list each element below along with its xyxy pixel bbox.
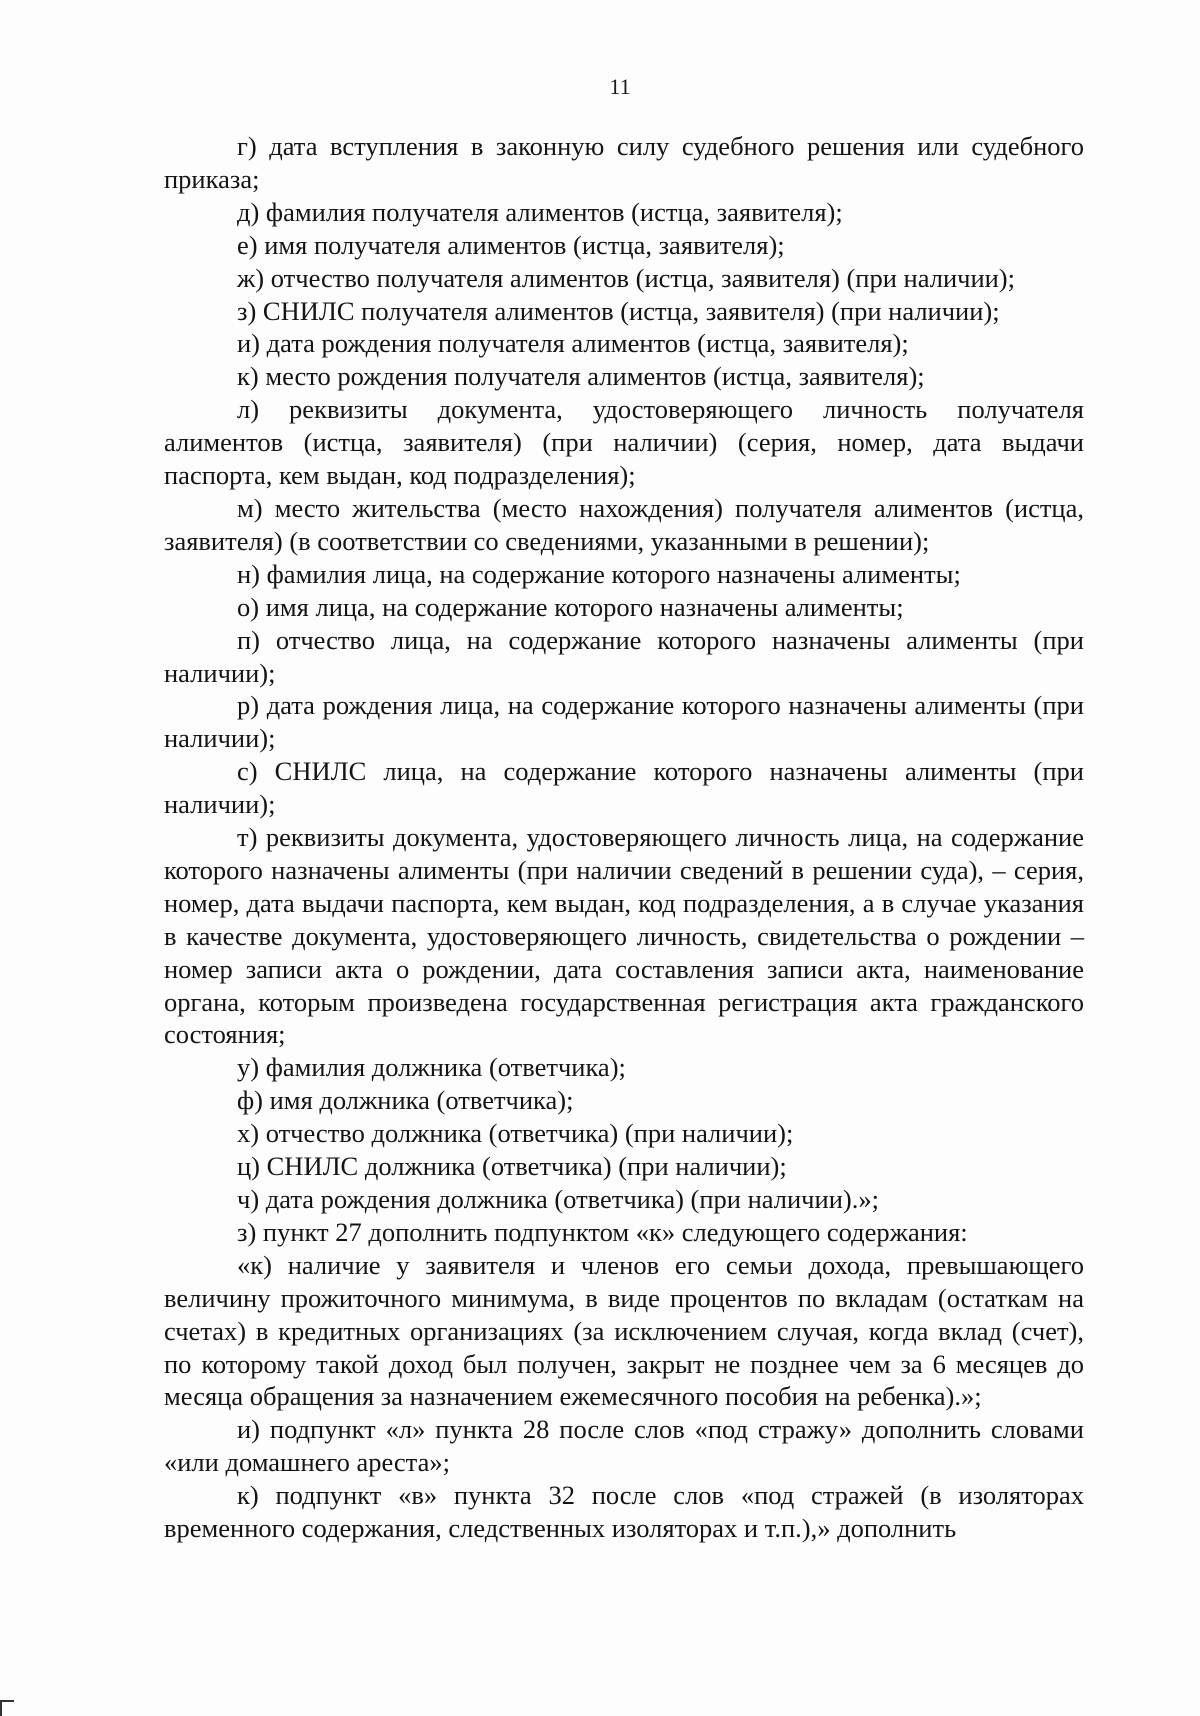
paragraph: п) отчество лица, на содержание которого назначены алименты (при наличии); (164, 624, 1084, 688)
paragraph: г) дата вступления в законную силу судебного решения или судебного приказа; (164, 131, 1084, 194)
paragraph: ж) отчество получателя алиментов (истца, заявителя) (при наличии); (237, 262, 1015, 293)
paragraph: с) СНИЛС лица, на содержание которого назначены алименты (при наличии); (164, 756, 1084, 820)
scan-edge-mark (0, 1702, 2, 1716)
paragraph: з) СНИЛС получателя алиментов (истца, заявителя) (при наличии); (237, 295, 1000, 326)
paragraph: т) реквизиты документа, удостоверяющего личность лица, на содержание которого назначены алименты (при наличии сведений в решении суда), – серия, номер, дата выдачи паспорта, кем выдан, код подразделения, а в случае указания в качестве документа, удостоверяющего личность, свидетельства о рождении – номер записи акта о рождении, дата составления записи акта, наименование органа, которым произведена государственная регистрация акта гражданского состояния; (164, 822, 1084, 1050)
paragraph: н) фамилия лица, на содержание которого назначены алименты; (237, 558, 961, 589)
paragraph: ч) дата рождения должника (ответчика) (при наличии).»; (237, 1184, 879, 1214)
paragraph: з) пункт 27 дополнить подпунктом «к» следующего содержания: (237, 1216, 968, 1247)
paragraph: и) дата рождения получателя алиментов (истца, заявителя); (237, 328, 909, 359)
paragraph: р) дата рождения лица, на содержание которого назначены алименты (при наличии); (164, 690, 1084, 754)
scan-edge-mark (0, 1700, 14, 1702)
paragraph: о) имя лица, на содержание которого назначены алименты; (237, 591, 904, 622)
paragraph: к) подпункт «в» пункта 32 после слов «под стражей (в изоляторах временного содержания, следственных изоляторах и т.п.),» дополнить (164, 1480, 1084, 1544)
paragraph: д) фамилия получателя алиментов (истца, заявителя); (237, 196, 843, 227)
paragraph: и) подпункт «л» пункта 28 после слов «под стражу» дополнить словами «или домашнего ареста»; (164, 1414, 1084, 1478)
paragraph: е) имя получателя алиментов (истца, заявителя); (237, 229, 785, 260)
paragraph: ф) имя должника (ответчика); (237, 1085, 574, 1116)
paragraph: л) реквизиты документа, удостоверяющего личность получателя алиментов (истца, заявителя) (при наличии) (серия, номер, дата выдачи паспорта, кем выдан, код подразделения); (164, 394, 1084, 491)
paragraph: м) место жительства (место нахождения) получателя алиментов (истца, заявителя) (в соответствии со сведениями, указанными в решении); (164, 492, 1084, 556)
paragraph: ц) СНИЛС должника (ответчика) (при наличии); (237, 1151, 787, 1182)
document-body (164, 130, 1084, 1545)
page-number: 11 (609, 74, 631, 99)
paragraph: «к) наличие у заявителя и членов его семьи дохода, превышающего величину прожиточного минимума, в виде процентов по вкладам (остаткам на счетах) в кредитных организациях (за исключением случая, когда вклад (счет), по которому такой доход был получен, закрыт не позднее чем за 6 месяцев до месяца обращения за назначением ежемесячного пособия на ребенка).»; (164, 1249, 1084, 1412)
paragraph: к) место рождения получателя алиментов (истца, заявителя); (237, 361, 925, 392)
paragraph: х) отчество должника (ответчика) (при наличии); (237, 1118, 794, 1149)
paragraph: у) фамилия должника (ответчика); (237, 1052, 626, 1083)
